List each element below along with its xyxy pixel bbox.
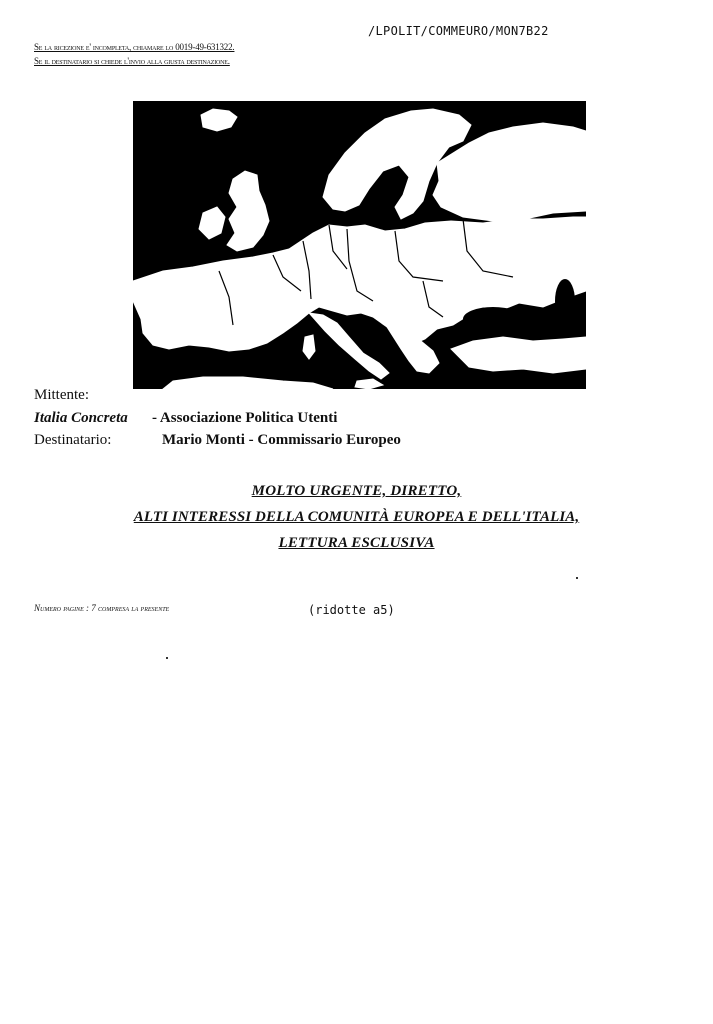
notice-line-2: ALTI INTERESSI DELLA COMUNITÀ EUROPEA E DELL'ITALIA, <box>133 509 580 525</box>
fax-instruction-line-2: Se il destinatario si chiede l'invio alla giusta destinazione. <box>34 56 230 66</box>
page-count: Numero pagine : 7 compresa la presente <box>34 603 170 613</box>
sender-name: Italia Concreta <box>34 410 128 426</box>
reduced-note: (ridotte a5) <box>308 603 395 617</box>
scan-speck <box>576 577 578 579</box>
notice-line-3: LETTURA ESCLUSIVA <box>278 535 435 551</box>
sender-label: Mittente: <box>34 387 89 403</box>
recipient-name: Mario Monti - Commissario Europeo <box>162 432 401 448</box>
scan-speck <box>166 657 168 659</box>
recipient-label: Destinatario: <box>34 432 112 448</box>
fax-reference: /LPOLIT/COMMEURO/MON7B22 <box>368 24 549 38</box>
europe-map-image <box>133 101 586 389</box>
notice-line-1: MOLTO URGENTE, DIRETTO, <box>251 483 462 499</box>
sender-organization: - Associazione Politica Utenti <box>152 410 338 426</box>
fax-instruction-line-1: Se la ricezione e' incompleta, chiamare lo 0019-49-631322. <box>34 42 235 52</box>
